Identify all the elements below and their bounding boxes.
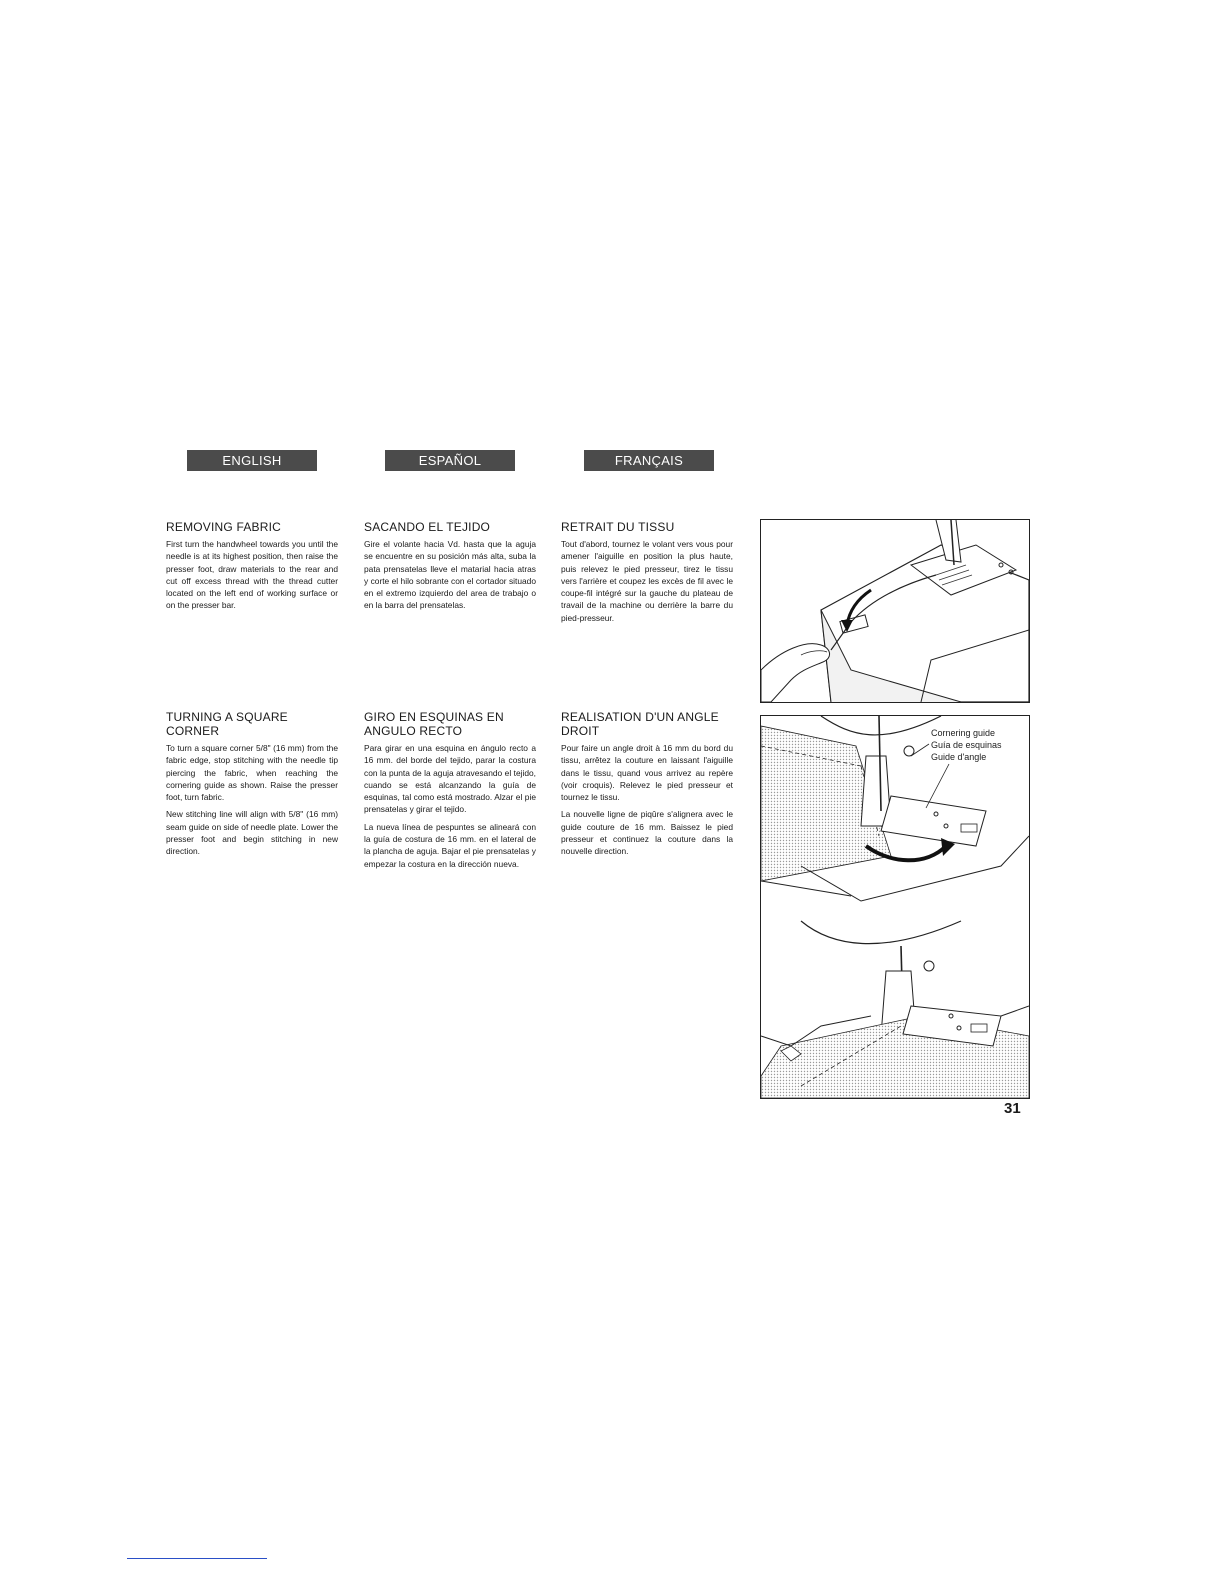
section-body: First turn the handwheel towards you until the needle is at its highest position, then raise the presser foot, draw materials to the rear and cut off excess thread with the thread cutter located on the left end of working surface or on the presser bar. xyxy=(166,539,338,611)
removing-fabric-english xyxy=(166,520,338,617)
square-corner-french xyxy=(561,710,733,863)
heading-line: GIRO EN ESQUINAS EN xyxy=(364,710,504,724)
cornering-drawing xyxy=(761,716,1029,1098)
section-body: Gire el volante hacia Vd. hasta que la aguja se encuentre en su posición más alta, suba la pata prensatelas lleve el matarial hacia atras y corte el hilo sobrante con el cortador situado en el extremo izquierdo del area de trabajo o en la barra del prensatelas. xyxy=(364,539,536,611)
heading-line: REALISATION D'UN ANGLE xyxy=(561,710,719,724)
section-paragraph: Pour faire un angle droit à 16 mm du bord du tissu, arrêtez la couture en laissant l'aiguille dans le tissu, quand vous arrivez au repère (voir croquis). Relevez le pied presseur et tournez le tissu. xyxy=(561,743,733,803)
section-body: Tout d'abord, tournez le volant vers vous pour amener l'aiguille en position la plus haute, puis relevez le pied presseur, tirez le tissu vers l'arrière et coupez les excès de fil avec le coupe-fil intégré sur la gauche du plateau de travail de la machine ou derrière la barre du pied-presseur. xyxy=(561,539,733,623)
sewing-machine-drawing xyxy=(761,520,1029,702)
page-number: 31 xyxy=(1004,1100,1021,1117)
section-heading: REMOVING FABRIC xyxy=(166,520,282,534)
section-paragraph: New stitching line will align with 5/8" (16 mm) seam guide on side of needle plate. Lower the presser foot and begin stitching in new direction. xyxy=(166,809,338,857)
section-paragraph: La nouvelle ligne de piqûre s'alignera avec le guide couture de 16 mm. Baissez le pied presseur et continuez la couture dans la nouvelle direction. xyxy=(561,809,733,857)
section-heading xyxy=(166,710,338,738)
square-corner-english xyxy=(166,710,338,863)
heading-line: CORNER xyxy=(166,724,220,738)
heading-line: DROIT xyxy=(561,724,600,738)
section-paragraph: To turn a square corner 5/8" (16 mm) from the fabric edge, stop stitching with the needle tip piercing the fabric, when reaching the cornering guide as shown. Raise the presser foot, turn fabric. xyxy=(166,743,338,803)
tab-english: ENGLISH xyxy=(187,450,317,471)
tab-espanol: ESPAÑOL xyxy=(385,450,515,471)
cornering-guide-label-fr: Guide d'angle xyxy=(931,752,987,762)
removing-fabric-illustration xyxy=(760,519,1030,703)
heading-line: TURNING A SQUARE xyxy=(166,710,288,724)
tab-francais: FRANÇAIS xyxy=(584,450,714,471)
section-paragraph: Para girar en una esquina en ángulo recto a 16 mm. del borde del tejido, parar la costura con la punta de la aguja atravesando el tejido, cuando se está alcanzando la guía de esquinas, tal como está mostrado. Alzar el pie prensatelas y girar el tejido. xyxy=(364,743,536,815)
section-heading xyxy=(561,710,733,738)
section-heading: RETRAIT DU TISSU xyxy=(561,520,675,534)
cornering-guide-label-es: Guía de esquinas xyxy=(931,740,1002,750)
section-heading xyxy=(364,710,536,738)
heading-line: ANGULO RECTO xyxy=(364,724,463,738)
footer-rule xyxy=(127,1558,267,1559)
section-heading: SACANDO EL TEJIDO xyxy=(364,520,491,534)
cornering-guide-label-en: Cornering guide xyxy=(931,728,996,738)
square-corner-spanish xyxy=(364,710,536,875)
removing-fabric-spanish xyxy=(364,520,536,617)
removing-fabric-french xyxy=(561,520,733,629)
cornering-illustration xyxy=(760,715,1030,1099)
section-paragraph: La nueva línea de pespuntes se alineará con la guía de costura de 16 mm. en el lateral de la plancha de aguja. Bajar el pie prensatelas y empezar la costura en la dirección nueva. xyxy=(364,821,536,869)
